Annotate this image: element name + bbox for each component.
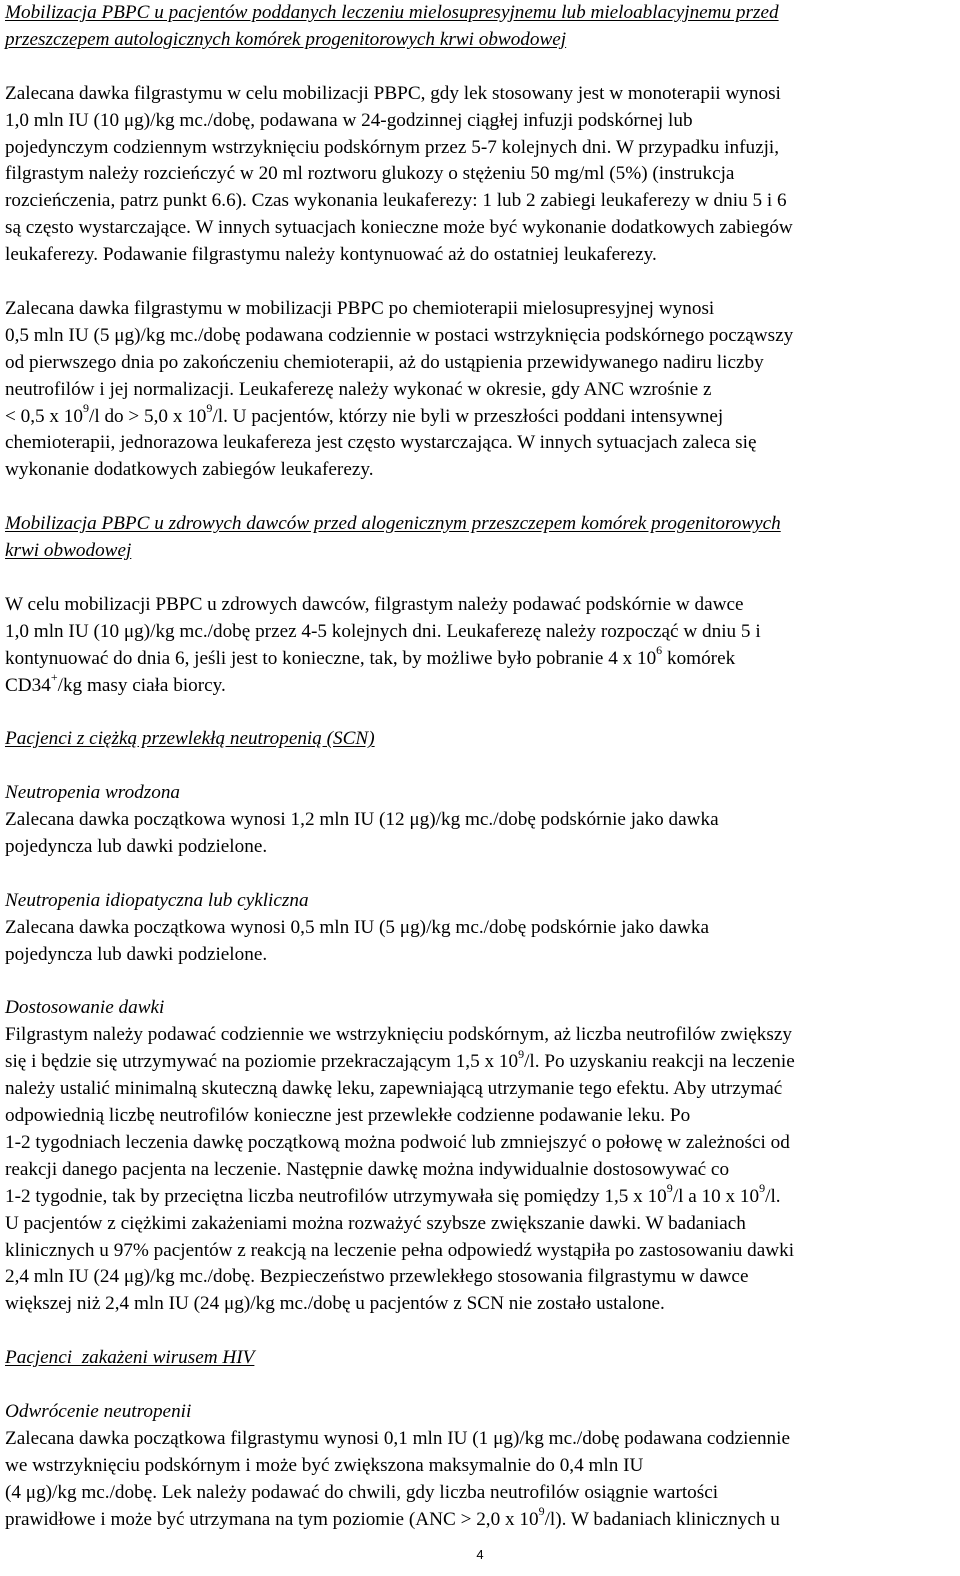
text-fragment: CD34	[5, 674, 51, 696]
text-fragment: /l a 10 x 10	[672, 1185, 760, 1207]
superscript: 9	[759, 1181, 766, 1196]
superscript: 9	[538, 1504, 545, 1519]
text-line: pojedyncza lub dawki podzielone.	[5, 836, 268, 857]
text-line: są często wystarczające. W innych sytuacjach konieczne może być wykonanie dodatkowych zabiegów	[5, 217, 793, 239]
text-line	[5, 643, 955, 673]
text-line: Zalecana dawka początkowa filgrastymu wynosi 0,1 mln IU (1 μg)/kg mc./dobę podawana codziennie	[5, 1427, 790, 1449]
section-heading: Pacjenci z ciężką przewlekłą neutropenią (SCN)	[5, 728, 375, 750]
text-line: Zalecana dawka filgrastymu w mobilizacji PBPC po chemioterapii mielosupresyjnej wynosi	[5, 297, 715, 319]
text-line: pojedynczym codziennym wstrzyknięciu podskórnym przez 5-7 kolejnych dni. W przypadku infuzji,	[5, 136, 780, 158]
text-line: leukaferezy. Podawanie filgrastymu należy kontynuować aż do ostatniej leukaferezy.	[5, 244, 657, 266]
text-fragment: /kg masy ciała biorcy.	[57, 674, 226, 696]
text-line: Zalecana dawka filgrastymu w celu mobilizacji PBPC, gdy lek stosowany jest w monoterapii wynosi	[5, 82, 781, 104]
text-fragment: komórek	[662, 647, 736, 669]
text-line: we wstrzyknięciu podskórnym i może być zwiększona maksymalnie do 0,4 mln IU	[5, 1454, 644, 1476]
text-line: Zalecana dawka początkowa wynosi 1,2 mln IU (12 μg)/kg mc./dobę podskórnie jako dawka	[5, 809, 719, 831]
text-line	[5, 1504, 955, 1534]
text-line: 0,5 mln IU (5 μg)/kg mc./dobę podawana codziennie w postaci wstrzyknięcia podskórnego począwszy	[5, 324, 794, 346]
text-fragment: /l). W badaniach klinicznych u	[544, 1508, 780, 1530]
superscript: 6	[656, 643, 663, 658]
text-fragment: /l.	[765, 1185, 781, 1207]
superscript: +	[50, 670, 58, 685]
text-line: 1,0 mln IU (10 μg)/kg mc./dobę, podawana w 24-godzinnej ciągłej infuzji podskórnej lub	[5, 109, 693, 131]
text-line: należy ustalić minimalną skuteczną dawkę leku, zapewniającą utrzymanie tego efektu. Aby utrzymać	[5, 1078, 783, 1100]
text-line: 2,4 mln IU (24 μg)/kg mc./dobę. Bezpieczeństwo przewlekłego stosowania filgrastymu w dawce	[5, 1266, 749, 1288]
text-line: wykonanie dodatkowych zabiegów leukaferezy.	[5, 459, 374, 481]
text-line	[5, 1181, 955, 1211]
text-line: W celu mobilizacji PBPC u zdrowych dawców, filgrastym należy podawać podskórnie w dawce	[5, 593, 744, 615]
text-line: (4 μg)/kg mc./dobę. Lek należy podawać do chwili, gdy liczba neutrofilów osiągnie wartości	[5, 1481, 719, 1503]
subheading: Neutropenia idiopatyczna lub cykliczna	[5, 889, 309, 911]
text-line: U pacjentów z ciężkimi zakażeniami można rozważyć szybsze zwiększanie dawki. W badaniach	[5, 1212, 746, 1234]
text-line	[5, 1046, 955, 1076]
text-line: większej niż 2,4 mln IU (24 μg)/kg mc./dobę u pacjentów z SCN nie zostało ustalone.	[5, 1293, 665, 1315]
text-line: filgrastym należy rozcieńczyć w 20 ml roztworu glukozy o stężeniu 50 mg/ml (5%) (instrukcja	[5, 163, 735, 185]
text-line: odpowiednią liczbę neutrofilów konieczne jest przewlekłe codzienne podawanie leku. Po	[5, 1105, 691, 1127]
text-fragment: /l do > 5,0 x 10	[88, 405, 207, 427]
section-heading: Mobilizacja PBPC u pacjentów poddanych leczeniu mielosupresyjnemu lub mieloablacyjnemu przed	[5, 2, 779, 23]
superscript: 9	[666, 1181, 673, 1196]
superscript: 9	[518, 1046, 525, 1061]
text-fragment: się i będzie się utrzymywać na poziomie przekraczającym 1,5 x 10	[5, 1051, 519, 1073]
text-fragment: kontynuować do dnia 6, jeśli jest to konieczne, tak, by możliwe było pobranie 4 x 10	[5, 647, 657, 669]
text-line: od pierwszego dnia po zakończeniu chemioterapii, aż do ustąpienia przewidywanego nadiru liczby	[5, 351, 764, 373]
page-number: 4	[476, 1547, 484, 1562]
text-fragment: prawidłowe i może być utrzymana na tym poziomie (ANC > 2,0 x 10	[5, 1508, 539, 1530]
superscript: 9	[206, 401, 213, 416]
section-heading-continued: przeszczepem autologicznych komórek progenitorowych krwi obwodowej	[5, 28, 567, 50]
subheading: Dostosowanie dawki	[5, 997, 165, 1019]
text-line: 1-2 tygodniach leczenia dawkę początkową można podwoić lub zmniejszyć o połowę w zależności od	[5, 1131, 790, 1153]
subheading: Odwrócenie neutropenii	[5, 1400, 192, 1422]
section-scn	[5, 726, 955, 1318]
text-fragment: /l. U pacjentów, którzy nie byli w przeszłości poddani intensywnej	[212, 405, 724, 427]
paragraph-monotherapy	[5, 81, 955, 269]
text-fragment: /l. Po uzyskaniu reakcji na leczenie	[524, 1051, 795, 1073]
text-line: klinicznych u 97% pacjentów z reakcją na leczenie pełna odpowiedź wystąpiła po zastosowaniu dawki	[5, 1239, 795, 1261]
text-line: neutrofilów i jej normalizacji. Leukaferezę należy wykonać w okresie, gdy ANC wzrośnie z	[5, 378, 712, 400]
paragraph-after-chemotherapy	[5, 296, 955, 484]
text-line: chemioterapii, jednorazowa leukafereza jest często wystarczająca. W innych sytuacjach zaleca się	[5, 432, 757, 454]
text-line: Zalecana dawka początkowa wynosi 0,5 mln IU (5 μg)/kg mc./dobę podskórnie jako dawka	[5, 916, 710, 938]
text-fragment: 1-2 tygodnie, tak by przeciętna liczba neutrofilów utrzymywała się pomiędzy 1,5 x 10	[5, 1185, 667, 1207]
text-fragment: < 0,5 x 10	[5, 405, 83, 427]
superscript: 9	[82, 401, 89, 416]
section-heading: Pacjenci zakażeni wirusem HIV	[5, 1347, 255, 1369]
text-line	[5, 670, 955, 700]
section-autologous	[5, 0, 955, 484]
document-page	[5, 0, 955, 1534]
text-line: 1,0 mln IU (10 μg)/kg mc./dobę przez 4-5 kolejnych dni. Leukaferezę należy rozpocząć w dniu 5 i	[5, 620, 761, 642]
text-line: pojedyncza lub dawki podzielone.	[5, 943, 268, 965]
section-heading: Mobilizacja PBPC u zdrowych dawców przed alogenicznym przeszczepem komórek progenitorowych	[5, 513, 781, 535]
text-line: Filgrastym należy podawać codziennie we wstrzyknięciu podskórnym, aż liczba neutrofilów zwiększy	[5, 1024, 792, 1046]
text-line: rozcieńczenia, patrz punkt 6.6). Czas wykonania leukaferezy: 1 lub 2 zabiegi leukaferezy w dniu 5 i 6	[5, 190, 787, 212]
subheading: Neutropenia wrodzona	[5, 782, 181, 804]
text-line: reakcji danego pacjenta na leczenie. Następnie dawkę można indywidualnie dostosowywać co	[5, 1158, 730, 1180]
section-allogeneic	[5, 511, 955, 699]
text-line	[5, 401, 955, 431]
section-hiv	[5, 1345, 955, 1533]
section-heading-continued: krwi obwodowej	[5, 540, 132, 562]
